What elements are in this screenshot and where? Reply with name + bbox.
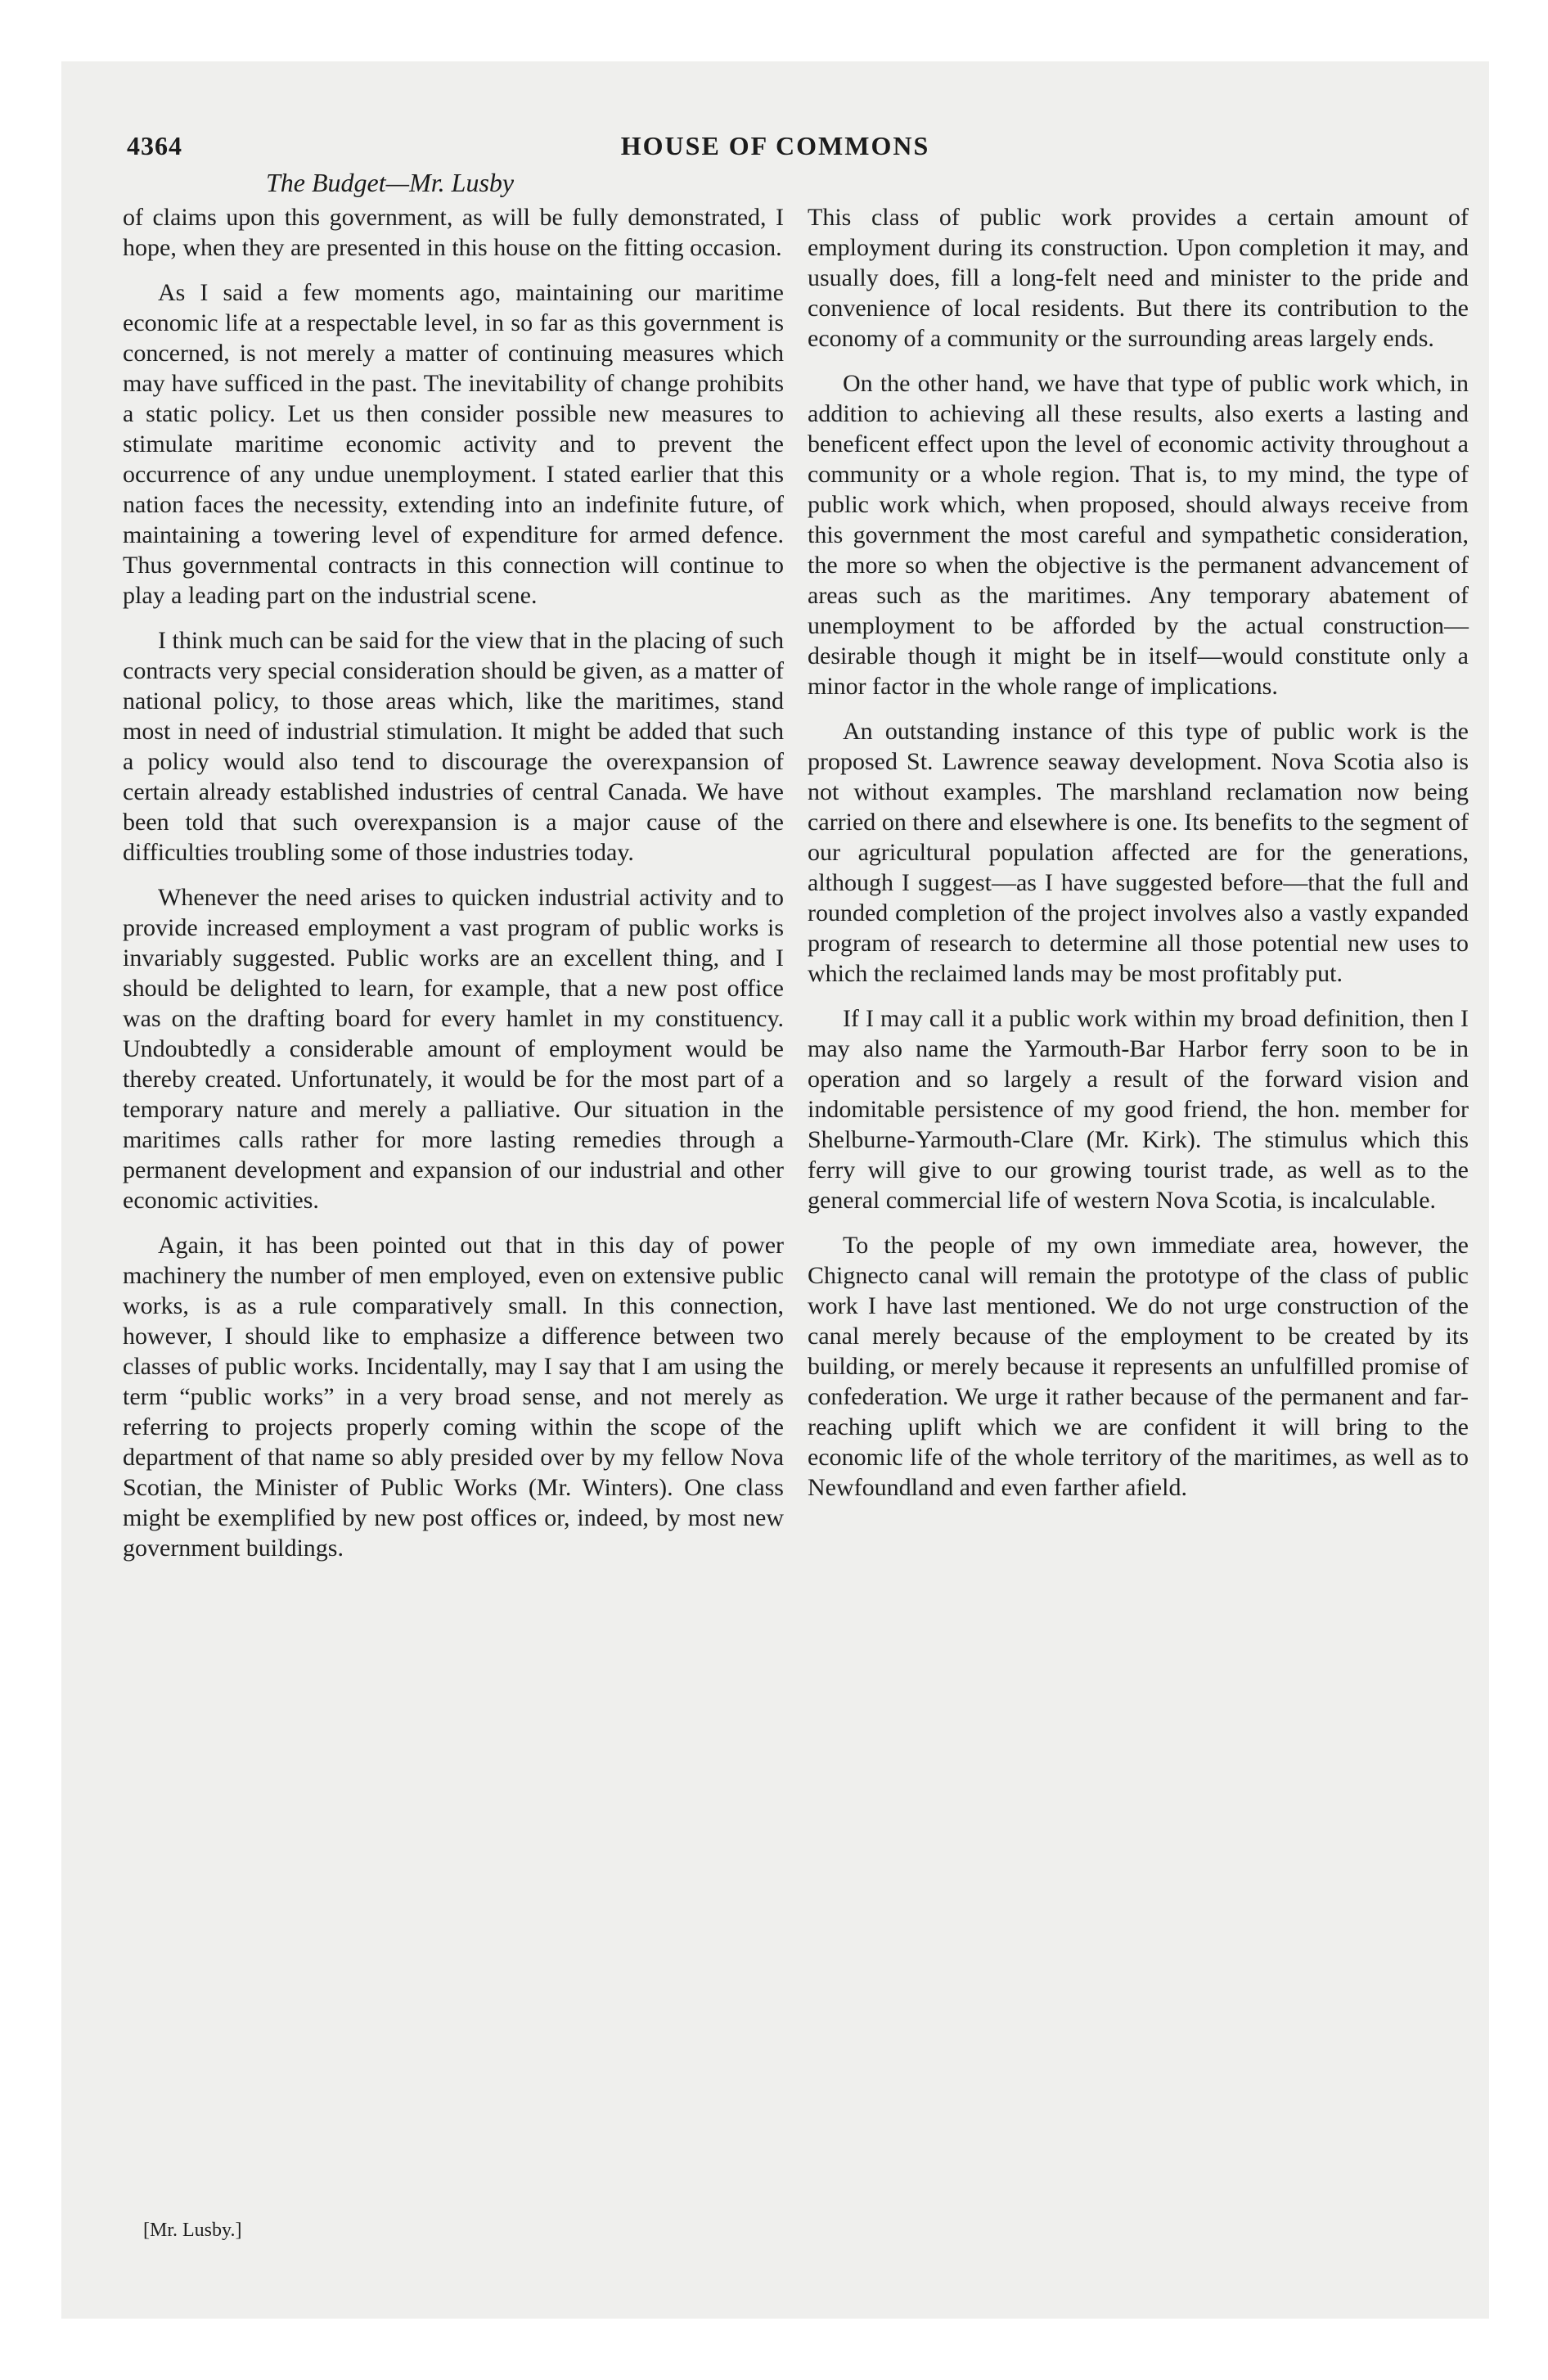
paragraph: of claims upon this government, as will be fully demonstrated, I hope, when they are presented in this house on the fitting occasion. <box>123 204 784 261</box>
paragraph: An outstanding instance of this type of public work is the proposed St. Lawrence seaway development. Nova Scotia also is not without examples. The marshland reclamation now being carried on there and elsewhere is one. Its benefits to the segment of our agricultural population affected are for the generations, although I suggest—as I have suggested before—that the full and rounded completion of the project involves also a vastly expanded program of research to determine all those potential new uses to which the reclaimed lands may be most profitably put. <box>808 718 1469 987</box>
speaker-footnote: [Mr. Lusby.] <box>143 2220 242 2241</box>
section-subtitle: The Budget—Mr. Lusby <box>266 168 515 197</box>
paragraph: This class of public work provides a certain amount of employment during its construction. Upon completion it may, and usually does, fill a long-felt need and minister to the pride and convenience of local residents. But there its contribution to the economy of a community or the surrounding areas largely ends. <box>808 204 1469 352</box>
paragraph: On the other hand, we have that type of public work which, in addition to achieving all these results, also exerts a lasting and beneficent effect upon the level of economic activity throughout a community or a whole region. That is, to my mind, the type of public work which, when proposed, should always receive from this government the most careful and sympathetic consideration, the more so when the objective is the permanent advancement of areas such as the maritimes. Any temporary abatement of unemployment to be afforded by the actual construction—desirable though it might be in itself—would constitute only a minor factor in the whole range of implications. <box>808 370 1469 700</box>
paragraph: As I said a few moments ago, maintaining our maritime economic life at a respectable level, in so far as this government is concerned, is not merely a matter of continuing measures which may have sufficed in the past. The inevitability of change prohibits a static policy. Let us then consider possible new measures to stimulate maritime economic activity and to prevent the occurrence of any undue unemployment. I stated earlier that this nation faces the necessity, extending into an indefinite future, of maintaining a towering level of expenditure for armed defence. Thus governmental contracts in this connection will continue to play a leading part on the industrial scene. <box>123 279 784 609</box>
paragraph: If I may call it a public work within my broad definition, then I may also name the Yarmouth-Bar Harbor ferry soon to be in operation and so largely a result of the forward vision and indomitable persistence of my good friend, the hon. member for Shelburne-Yarmouth-Clare (Mr. Kirk). The stimulus which this ferry will give to our growing tourist trade, as well as to the general commercial life of western Nova Scotia, is incalculable. <box>808 1005 1469 1214</box>
left-column <box>123 202 784 1578</box>
page-number: 4364 <box>127 131 182 160</box>
right-column <box>808 202 1469 1517</box>
publication-title: HOUSE OF COMMONS <box>620 131 930 160</box>
document-page <box>61 61 1489 2319</box>
paragraph: Whenever the need arises to quicken industrial activity and to provide increased employment a vast program of public works is invariably suggested. Public works are an excellent thing, and I should be delighted to learn, for example, that a new post office was on the drafting board for every hamlet in my constituency. Undoubtedly a considerable amount of employment would be thereby created. Unfortunately, it would be for the most part of a temporary nature and merely a palliative. Our situation in the maritimes calls rather for more lasting remedies through a permanent development and expansion of our industrial and other economic activities. <box>123 884 784 1214</box>
paragraph: Again, it has been pointed out that in this day of power machinery the number of men employed, even on extensive public works, is as a rule comparatively small. In this connection, however, I should like to emphasize a difference between two classes of public works. Incidentally, may I say that I am using the term “public works” in a very broad sense, and not merely as referring to projects properly coming within the scope of the department of that name so ably presided over by my fellow Nova Scotian, the Minister of Public Works (Mr. Winters). One class might be exemplified by new post offices or, indeed, by most new government buildings. <box>123 1232 784 1562</box>
paragraph: To the people of my own immediate area, however, the Chignecto canal will remain the prototype of the class of public work I have last mentioned. We do not urge construction of the canal merely because of the employment to be created by its building, or merely because it represents an unfulfilled promise of confederation. We urge it rather because of the permanent and far-reaching uplift which we are confident it will bring to the economic life of the whole territory of the maritimes, as well as to Newfoundland and even farther afield. <box>808 1232 1469 1501</box>
page-header <box>61 131 1489 172</box>
paragraph: I think much can be said for the view that in the placing of such contracts very special consideration should be given, as a matter of national policy, to those areas which, like the maritimes, stand most in need of industrial stimulation. It might be added that such a policy would also tend to discourage the overexpansion of certain already established industries of central Canada. We have been told that such overexpansion is a major cause of the difficulties troubling some of those industries today. <box>123 627 784 866</box>
